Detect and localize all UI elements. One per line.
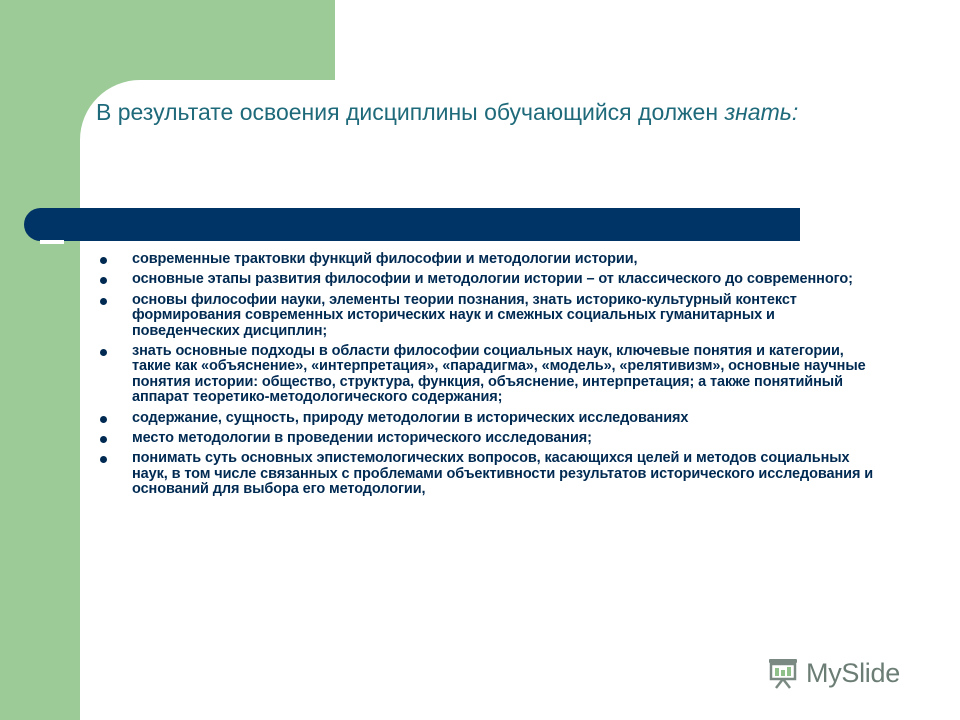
- bullet-list: [100, 252, 880, 503]
- watermark-text: MySlide: [806, 657, 900, 688]
- bullet-item: [100, 431, 880, 446]
- bullet-dot-icon: [100, 436, 107, 443]
- slide-title-main: В результате освоения дисциплины обучающийся должен: [96, 99, 725, 125]
- bullet-text: содержание, сущность, природу методологии в исторических исследованиях: [132, 409, 689, 426]
- bullet-text: основы философии науки, элементы теории познания, знать историко-культурный контекст формирования современных исторических наук и смежных социальных гуманитарных и поведенческих дисциплин;: [132, 291, 797, 339]
- bullet-dot-icon: [100, 257, 107, 264]
- bullet-item: [100, 344, 880, 406]
- bullet-text: знать основные подходы в области философии социальных наук, ключевые понятия и категории, такие как «объяснение», «интерпретация», «парадигма», «модель», «релятивизм», основные научные понятия истории: общество, структура, функция, объяснение, интерпретация; а также понятийный аппарат теоретико-методологического содержания;: [132, 343, 866, 406]
- bullet-text: место методологии в проведении исторического исследования;: [132, 430, 592, 447]
- bullet-text: современные трактовки функций философии и методологии истории,: [132, 251, 638, 267]
- bullet-text: понимать суть основных эпистемологических вопросов, касающихся целей и методов социальных наук, в том числе связанных с проблемами объективности результатов исторического исследования и оснований для выбора его методологии,: [132, 450, 874, 498]
- bullet-item: [100, 293, 880, 339]
- myslide-watermark: [766, 655, 900, 691]
- bullet-dot-icon: [100, 277, 107, 284]
- bullet-item: [100, 272, 880, 287]
- slide-title: [96, 98, 896, 126]
- divider-notch: [40, 240, 64, 244]
- bullet-text: основные этапы развития философии и методологии истории – от классического до современного;: [132, 271, 853, 288]
- presentation-board-icon: [766, 656, 800, 690]
- bullet-dot-icon: [100, 298, 107, 305]
- slide-title-emphasis: знать:: [724, 99, 799, 125]
- title-divider-bar: [24, 208, 800, 241]
- bullet-dot-icon: [100, 456, 107, 463]
- bullet-item: [100, 451, 880, 497]
- bullet-item: [100, 252, 880, 267]
- bullet-item: [100, 411, 880, 426]
- bullet-dot-icon: [100, 349, 107, 356]
- bullet-dot-icon: [100, 416, 107, 423]
